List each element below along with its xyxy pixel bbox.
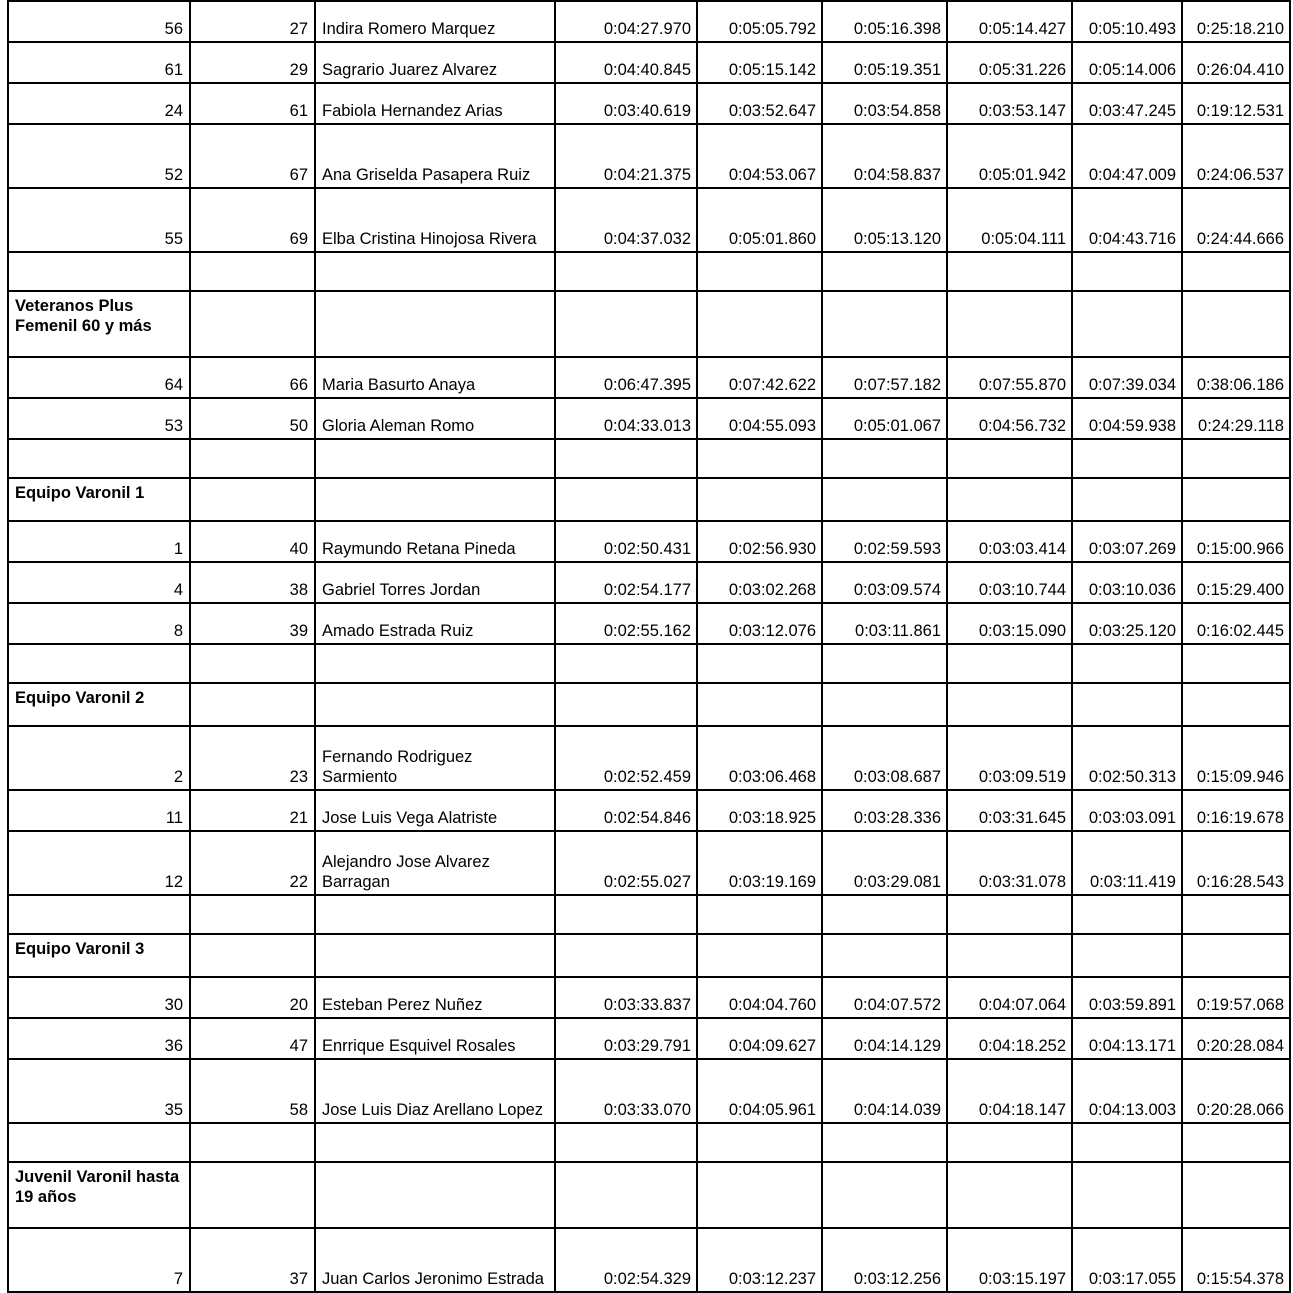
lap-time-cell: 0:03:03.091 <box>1072 790 1182 831</box>
athlete-name-cell: Jose Luis Vega Alatriste <box>315 790 555 831</box>
category-row <box>8 1162 1290 1228</box>
athlete-row <box>8 1228 1290 1292</box>
position-cell: 24 <box>8 83 190 124</box>
lap-time-cell: 0:02:50.431 <box>555 521 697 562</box>
empty-cell <box>1182 252 1290 291</box>
category-row <box>8 934 1290 977</box>
empty-cell <box>315 644 555 683</box>
lap-time-cell: 0:05:14.006 <box>1072 42 1182 83</box>
blank-row <box>8 1123 1290 1162</box>
total-time-cell: 0:26:04.410 <box>1182 42 1290 83</box>
athlete-row <box>8 357 1290 398</box>
lap-time-cell: 0:05:01.860 <box>697 188 822 252</box>
empty-cell <box>190 683 315 726</box>
lap-time-cell: 0:06:47.395 <box>555 357 697 398</box>
lap-time-cell: 0:04:43.716 <box>1072 188 1182 252</box>
bib-number-cell: 61 <box>190 83 315 124</box>
empty-cell <box>8 439 190 478</box>
empty-cell <box>1182 439 1290 478</box>
blank-row <box>8 252 1290 291</box>
athlete-name-cell: Sagrario Juarez Alvarez <box>315 42 555 83</box>
lap-time-cell: 0:03:15.197 <box>947 1228 1072 1292</box>
total-time-cell: 0:15:00.966 <box>1182 521 1290 562</box>
empty-cell <box>697 683 822 726</box>
lap-time-cell: 0:03:29.791 <box>555 1018 697 1059</box>
empty-cell <box>315 1162 555 1228</box>
athlete-row <box>8 42 1290 83</box>
athlete-row <box>8 124 1290 188</box>
empty-cell <box>555 683 697 726</box>
athlete-name-cell: Indira Romero Marquez <box>315 1 555 42</box>
bib-number-cell: 40 <box>190 521 315 562</box>
lap-time-cell: 0:04:13.171 <box>1072 1018 1182 1059</box>
empty-cell <box>947 291 1072 357</box>
empty-cell <box>190 439 315 478</box>
empty-cell <box>947 439 1072 478</box>
lap-time-cell: 0:04:55.093 <box>697 398 822 439</box>
empty-cell <box>947 895 1072 934</box>
empty-cell <box>555 478 697 521</box>
empty-cell <box>1182 683 1290 726</box>
category-row <box>8 291 1290 357</box>
position-cell: 11 <box>8 790 190 831</box>
lap-time-cell: 0:05:01.067 <box>822 398 947 439</box>
lap-time-cell: 0:03:29.081 <box>822 831 947 895</box>
lap-time-cell: 0:04:14.129 <box>822 1018 947 1059</box>
athlete-row <box>8 603 1290 644</box>
bib-number-cell: 69 <box>190 188 315 252</box>
empty-cell <box>822 439 947 478</box>
empty-cell <box>315 439 555 478</box>
empty-cell <box>190 1162 315 1228</box>
empty-cell <box>1072 895 1182 934</box>
empty-cell <box>190 291 315 357</box>
empty-cell <box>697 895 822 934</box>
empty-cell <box>947 934 1072 977</box>
empty-cell <box>315 478 555 521</box>
lap-time-cell: 0:04:04.760 <box>697 977 822 1018</box>
athlete-row <box>8 831 1290 895</box>
lap-time-cell: 0:05:13.120 <box>822 188 947 252</box>
empty-cell <box>555 1123 697 1162</box>
lap-time-cell: 0:03:06.468 <box>697 726 822 790</box>
total-time-cell: 0:25:18.210 <box>1182 1 1290 42</box>
total-time-cell: 0:19:57.068 <box>1182 977 1290 1018</box>
lap-time-cell: 0:02:59.593 <box>822 521 947 562</box>
lap-time-cell: 0:03:31.645 <box>947 790 1072 831</box>
athlete-name-cell: Ana Griselda Pasapera Ruiz <box>315 124 555 188</box>
lap-time-cell: 0:04:21.375 <box>555 124 697 188</box>
empty-cell <box>947 644 1072 683</box>
athlete-name-cell: Enrrique Esquivel Rosales <box>315 1018 555 1059</box>
empty-cell <box>947 683 1072 726</box>
empty-cell <box>1072 252 1182 291</box>
lap-time-cell: 0:04:37.032 <box>555 188 697 252</box>
empty-cell <box>697 291 822 357</box>
lap-time-cell: 0:04:56.732 <box>947 398 1072 439</box>
lap-time-cell: 0:04:33.013 <box>555 398 697 439</box>
lap-time-cell: 0:03:03.414 <box>947 521 1072 562</box>
empty-cell <box>1072 291 1182 357</box>
lap-time-cell: 0:03:12.256 <box>822 1228 947 1292</box>
lap-time-cell: 0:03:19.169 <box>697 831 822 895</box>
empty-cell <box>1072 644 1182 683</box>
athlete-name-cell: Fernando Rodriguez Sarmiento <box>315 726 555 790</box>
position-cell: 12 <box>8 831 190 895</box>
empty-cell <box>697 478 822 521</box>
lap-time-cell: 0:04:40.845 <box>555 42 697 83</box>
lap-time-cell: 0:03:12.076 <box>697 603 822 644</box>
empty-cell <box>190 644 315 683</box>
empty-cell <box>697 644 822 683</box>
empty-cell <box>8 252 190 291</box>
empty-cell <box>697 252 822 291</box>
empty-cell <box>8 644 190 683</box>
empty-cell <box>555 895 697 934</box>
athlete-row <box>8 977 1290 1018</box>
total-time-cell: 0:20:28.066 <box>1182 1059 1290 1123</box>
lap-time-cell: 0:04:07.572 <box>822 977 947 1018</box>
bib-number-cell: 21 <box>190 790 315 831</box>
total-time-cell: 0:19:12.531 <box>1182 83 1290 124</box>
category-row <box>8 683 1290 726</box>
lap-time-cell: 0:04:14.039 <box>822 1059 947 1123</box>
athlete-name-cell: Raymundo Retana Pineda <box>315 521 555 562</box>
athlete-name-cell: Gloria Aleman Romo <box>315 398 555 439</box>
lap-time-cell: 0:05:19.351 <box>822 42 947 83</box>
athlete-row <box>8 1018 1290 1059</box>
lap-time-cell: 0:03:47.245 <box>1072 83 1182 124</box>
athlete-name-cell: Maria Basurto Anaya <box>315 357 555 398</box>
position-cell: 30 <box>8 977 190 1018</box>
position-cell: 61 <box>8 42 190 83</box>
empty-cell <box>315 934 555 977</box>
empty-cell <box>1182 291 1290 357</box>
empty-cell <box>1072 1162 1182 1228</box>
total-time-cell: 0:38:06.186 <box>1182 357 1290 398</box>
empty-cell <box>315 683 555 726</box>
empty-cell <box>190 252 315 291</box>
bib-number-cell: 58 <box>190 1059 315 1123</box>
bib-number-cell: 29 <box>190 42 315 83</box>
lap-time-cell: 0:03:18.925 <box>697 790 822 831</box>
empty-cell <box>190 478 315 521</box>
empty-cell <box>555 252 697 291</box>
bib-number-cell: 37 <box>190 1228 315 1292</box>
lap-time-cell: 0:03:09.519 <box>947 726 1072 790</box>
lap-time-cell: 0:04:18.147 <box>947 1059 1072 1123</box>
lap-time-cell: 0:02:54.177 <box>555 562 697 603</box>
empty-cell <box>1182 895 1290 934</box>
empty-cell <box>555 934 697 977</box>
total-time-cell: 0:16:19.678 <box>1182 790 1290 831</box>
lap-time-cell: 0:03:33.070 <box>555 1059 697 1123</box>
empty-cell <box>697 1123 822 1162</box>
position-cell: 35 <box>8 1059 190 1123</box>
athlete-row <box>8 521 1290 562</box>
athlete-row <box>8 398 1290 439</box>
results-table <box>7 0 1291 1293</box>
total-time-cell: 0:20:28.084 <box>1182 1018 1290 1059</box>
lap-time-cell: 0:05:04.111 <box>947 188 1072 252</box>
lap-time-cell: 0:02:55.162 <box>555 603 697 644</box>
empty-cell <box>315 252 555 291</box>
lap-time-cell: 0:05:15.142 <box>697 42 822 83</box>
bib-number-cell: 50 <box>190 398 315 439</box>
lap-time-cell: 0:05:05.792 <box>697 1 822 42</box>
empty-cell <box>822 478 947 521</box>
empty-cell <box>697 1162 822 1228</box>
athlete-row <box>8 188 1290 252</box>
blank-row <box>8 895 1290 934</box>
lap-time-cell: 0:03:53.147 <box>947 83 1072 124</box>
bib-number-cell: 23 <box>190 726 315 790</box>
bib-number-cell: 20 <box>190 977 315 1018</box>
blank-row <box>8 644 1290 683</box>
lap-time-cell: 0:04:59.938 <box>1072 398 1182 439</box>
blank-row <box>8 439 1290 478</box>
lap-time-cell: 0:03:11.861 <box>822 603 947 644</box>
empty-cell <box>1072 934 1182 977</box>
lap-time-cell: 0:03:09.574 <box>822 562 947 603</box>
athlete-name-cell: Amado Estrada Ruiz <box>315 603 555 644</box>
category-label-cell: Juvenil Varonil hasta 19 años <box>8 1162 190 1228</box>
empty-cell <box>822 291 947 357</box>
athlete-name-cell: Juan Carlos Jeronimo Estrada <box>315 1228 555 1292</box>
lap-time-cell: 0:02:52.459 <box>555 726 697 790</box>
empty-cell <box>947 252 1072 291</box>
total-time-cell: 0:24:29.118 <box>1182 398 1290 439</box>
lap-time-cell: 0:04:13.003 <box>1072 1059 1182 1123</box>
category-label-cell: Equipo Varonil 1 <box>8 478 190 521</box>
empty-cell <box>315 895 555 934</box>
athlete-name-cell: Fabiola Hernandez Arias <box>315 83 555 124</box>
empty-cell <box>1072 683 1182 726</box>
athlete-row <box>8 562 1290 603</box>
position-cell: 36 <box>8 1018 190 1059</box>
empty-cell <box>697 439 822 478</box>
empty-cell <box>822 895 947 934</box>
empty-cell <box>697 934 822 977</box>
lap-time-cell: 0:05:31.226 <box>947 42 1072 83</box>
empty-cell <box>822 934 947 977</box>
empty-cell <box>8 1123 190 1162</box>
empty-cell <box>315 291 555 357</box>
empty-cell <box>947 478 1072 521</box>
lap-time-cell: 0:07:39.034 <box>1072 357 1182 398</box>
lap-time-cell: 0:04:47.009 <box>1072 124 1182 188</box>
lap-time-cell: 0:03:10.744 <box>947 562 1072 603</box>
position-cell: 64 <box>8 357 190 398</box>
lap-time-cell: 0:03:52.647 <box>697 83 822 124</box>
lap-time-cell: 0:03:17.055 <box>1072 1228 1182 1292</box>
empty-cell <box>1182 1123 1290 1162</box>
position-cell: 4 <box>8 562 190 603</box>
lap-time-cell: 0:03:33.837 <box>555 977 697 1018</box>
lap-time-cell: 0:02:56.930 <box>697 521 822 562</box>
athlete-row <box>8 790 1290 831</box>
empty-cell <box>315 1123 555 1162</box>
position-cell: 52 <box>8 124 190 188</box>
position-cell: 7 <box>8 1228 190 1292</box>
empty-cell <box>822 644 947 683</box>
empty-cell <box>555 291 697 357</box>
empty-cell <box>1182 644 1290 683</box>
lap-time-cell: 0:05:16.398 <box>822 1 947 42</box>
lap-time-cell: 0:03:40.619 <box>555 83 697 124</box>
lap-time-cell: 0:04:09.627 <box>697 1018 822 1059</box>
empty-cell <box>947 1123 1072 1162</box>
lap-time-cell: 0:07:55.870 <box>947 357 1072 398</box>
category-label-cell: Equipo Varonil 3 <box>8 934 190 977</box>
total-time-cell: 0:24:44.666 <box>1182 188 1290 252</box>
bib-number-cell: 38 <box>190 562 315 603</box>
lap-time-cell: 0:07:57.182 <box>822 357 947 398</box>
lap-time-cell: 0:04:18.252 <box>947 1018 1072 1059</box>
athlete-name-cell: Elba Cristina Hinojosa Rivera <box>315 188 555 252</box>
empty-cell <box>822 1162 947 1228</box>
empty-cell <box>822 252 947 291</box>
results-body <box>8 1 1290 1292</box>
athlete-row <box>8 726 1290 790</box>
lap-time-cell: 0:03:54.858 <box>822 83 947 124</box>
total-time-cell: 0:15:54.378 <box>1182 1228 1290 1292</box>
empty-cell <box>1182 478 1290 521</box>
bib-number-cell: 39 <box>190 603 315 644</box>
athlete-name-cell: Jose Luis Diaz Arellano Lopez <box>315 1059 555 1123</box>
lap-time-cell: 0:05:14.427 <box>947 1 1072 42</box>
empty-cell <box>190 1123 315 1162</box>
total-time-cell: 0:16:28.543 <box>1182 831 1290 895</box>
empty-cell <box>555 1162 697 1228</box>
empty-cell <box>822 1123 947 1162</box>
athlete-name-cell: Alejandro Jose Alvarez Barragan <box>315 831 555 895</box>
lap-time-cell: 0:04:27.970 <box>555 1 697 42</box>
position-cell: 2 <box>8 726 190 790</box>
total-time-cell: 0:24:06.537 <box>1182 124 1290 188</box>
empty-cell <box>1072 478 1182 521</box>
lap-time-cell: 0:04:53.067 <box>697 124 822 188</box>
empty-cell <box>1182 934 1290 977</box>
empty-cell <box>1072 439 1182 478</box>
bib-number-cell: 67 <box>190 124 315 188</box>
athlete-row <box>8 1 1290 42</box>
lap-time-cell: 0:04:58.837 <box>822 124 947 188</box>
total-time-cell: 0:15:09.946 <box>1182 726 1290 790</box>
lap-time-cell: 0:02:54.329 <box>555 1228 697 1292</box>
bib-number-cell: 27 <box>190 1 315 42</box>
empty-cell <box>555 439 697 478</box>
lap-time-cell: 0:02:55.027 <box>555 831 697 895</box>
category-label-cell: Equipo Varonil 2 <box>8 683 190 726</box>
total-time-cell: 0:15:29.400 <box>1182 562 1290 603</box>
position-cell: 56 <box>8 1 190 42</box>
position-cell: 1 <box>8 521 190 562</box>
athlete-name-cell: Gabriel Torres Jordan <box>315 562 555 603</box>
bib-number-cell: 22 <box>190 831 315 895</box>
category-row <box>8 478 1290 521</box>
lap-time-cell: 0:03:10.036 <box>1072 562 1182 603</box>
lap-time-cell: 0:05:01.942 <box>947 124 1072 188</box>
lap-time-cell: 0:03:08.687 <box>822 726 947 790</box>
lap-time-cell: 0:03:31.078 <box>947 831 1072 895</box>
total-time-cell: 0:16:02.445 <box>1182 603 1290 644</box>
position-cell: 55 <box>8 188 190 252</box>
empty-cell <box>555 644 697 683</box>
lap-time-cell: 0:02:54.846 <box>555 790 697 831</box>
lap-time-cell: 0:03:11.419 <box>1072 831 1182 895</box>
athlete-row <box>8 1059 1290 1123</box>
empty-cell <box>1072 1123 1182 1162</box>
empty-cell <box>822 683 947 726</box>
empty-cell <box>947 1162 1072 1228</box>
lap-time-cell: 0:05:10.493 <box>1072 1 1182 42</box>
lap-time-cell: 0:03:25.120 <box>1072 603 1182 644</box>
lap-time-cell: 0:02:50.313 <box>1072 726 1182 790</box>
athlete-name-cell: Esteban Perez Nuñez <box>315 977 555 1018</box>
empty-cell <box>190 895 315 934</box>
position-cell: 53 <box>8 398 190 439</box>
empty-cell <box>190 934 315 977</box>
lap-time-cell: 0:03:59.891 <box>1072 977 1182 1018</box>
lap-time-cell: 0:03:02.268 <box>697 562 822 603</box>
lap-time-cell: 0:04:05.961 <box>697 1059 822 1123</box>
category-label-cell: Veteranos Plus Femenil 60 y más <box>8 291 190 357</box>
lap-time-cell: 0:04:07.064 <box>947 977 1072 1018</box>
lap-time-cell: 0:03:15.090 <box>947 603 1072 644</box>
lap-time-cell: 0:07:42.622 <box>697 357 822 398</box>
bib-number-cell: 47 <box>190 1018 315 1059</box>
empty-cell <box>8 895 190 934</box>
lap-time-cell: 0:03:12.237 <box>697 1228 822 1292</box>
lap-time-cell: 0:03:07.269 <box>1072 521 1182 562</box>
lap-time-cell: 0:03:28.336 <box>822 790 947 831</box>
bib-number-cell: 66 <box>190 357 315 398</box>
position-cell: 8 <box>8 603 190 644</box>
empty-cell <box>1182 1162 1290 1228</box>
athlete-row <box>8 83 1290 124</box>
